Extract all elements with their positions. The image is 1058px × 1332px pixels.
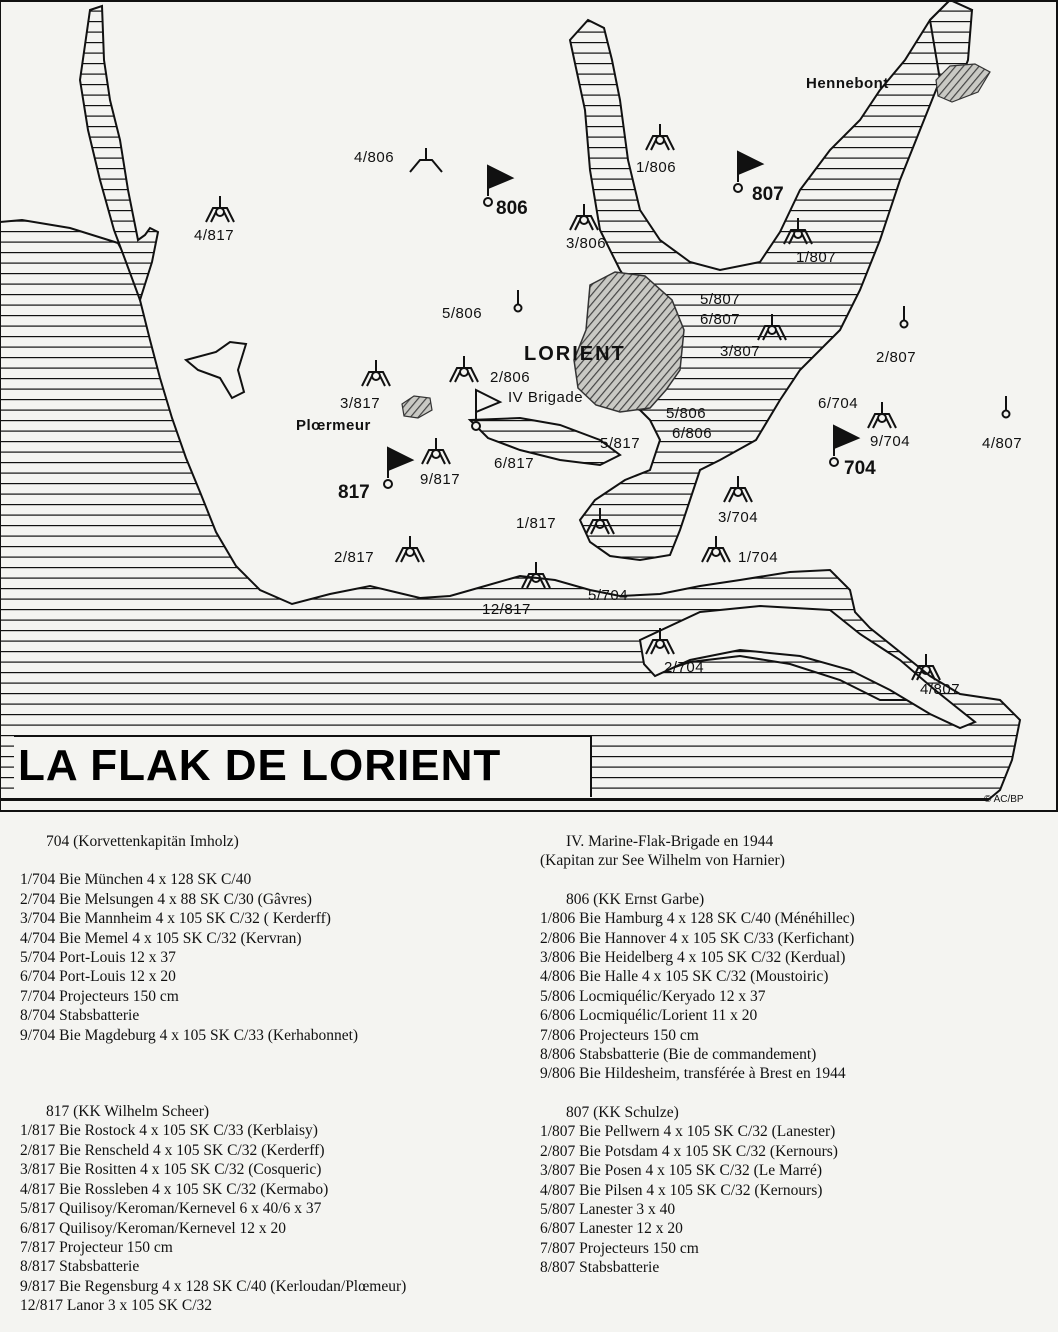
battery-label: 5/817 [600,435,641,452]
legend-entry: 8/806 Stabsbatterie (Bie de commandement) [540,1046,817,1064]
copyright-label: © AC/BP [984,794,1024,805]
legend-entry: 6/704 Port-Louis 12 x 20 [20,968,176,986]
battery-label: 3/817 [340,395,381,412]
little-sea-inlet [470,418,620,465]
regiment-flag-817-icon [384,448,412,488]
legend-entry: 1/806 Bie Hamburg 4 x 128 SK C/40 (Ménéhillec) [540,910,855,928]
islet [186,342,246,398]
legend-entry: 6/806 Locmiquélic/Lorient 11 x 20 [540,1007,758,1025]
legend-entry: 3/704 Bie Mannheim 4 x 105 SK C/32 ( Kerderff) [20,910,331,928]
ploemeur-town-area [402,396,432,418]
legend-entry: 5/806 Locmiquélic/Keryado 12 x 37 [540,987,766,1005]
legend-left-column [20,832,406,1316]
legend-spacer [540,871,855,890]
battery-label: 6/704 [818,395,859,412]
legend-entry: 5/817 Quilisoy/Keroman/Kernevel 6 x 40/6 x 37 [20,1200,322,1218]
flag-label-817: 817 [338,482,370,503]
legend-entry: 6/807 Lanester 12 x 20 [540,1220,683,1238]
flag-label-704: 704 [844,458,876,479]
battery-label: 3/806 [566,235,607,252]
battery-1-704-icon [702,536,730,562]
legend-group-header: 806 (KK Ernst Garbe) [566,890,705,908]
battery-label: 9/704 [870,433,911,450]
legend-entry: 7/807 Projecteurs 150 cm [540,1239,699,1257]
legend-spacer [20,1083,406,1102]
map-title: LA FLAK DE LORIENT [18,741,502,790]
legend-spacer [540,1084,855,1103]
battery-label: 6/806 [672,425,713,442]
battery-label: 4/807 [920,681,961,698]
battery-label: 6/807 [700,311,741,328]
legend-entry: 6/817 Quilisoy/Keroman/Kernevel 12 x 20 [20,1219,287,1237]
legend-entry: 5/704 Port-Louis 12 x 37 [20,949,176,967]
battery-label: 1/807 [796,249,837,266]
legend-entry: 2/704 Bie Melsungen 4 x 88 SK C/30 (Gâvres) [20,890,312,908]
legend-right-column [540,832,855,1278]
legend-entry: 9/806 Bie Hildesheim, transférée à Brest en 1944 [540,1065,846,1083]
legend-entry: 3/807 Bie Posen 4 x 105 SK C/32 (Le Marré) [540,1162,822,1180]
battery-3-817-icon [362,360,390,386]
legend-spacer [20,1064,406,1083]
battery-9-817-icon [422,438,450,464]
battery-label: 5/806 [442,305,483,322]
legend-group-header: 704 (Korvettenkapitän Imholz) [46,833,239,850]
legend-entry: 4/806 Bie Halle 4 x 105 SK C/32 (Moustoiric) [540,968,829,986]
battery-4-807-east-icon [1003,396,1010,418]
battery-3-806-icon [570,204,598,230]
battery-2-817-icon [396,536,424,562]
brigade-label: IV Brigade [508,389,584,406]
battery-label: 9/817 [420,471,461,488]
lorient-label: LORIENT [524,343,626,365]
battery-2-807-icon [901,306,908,328]
legend-group-header: IV. Marine-Flak-Brigade en 1944 [566,833,774,850]
battery-label: 4/817 [194,227,235,244]
legend-entry: 12/817 Lanor 3 x 105 SK C/32 [20,1297,213,1315]
legend-entry: 9/817 Bie Regensburg 4 x 128 SK C/40 (Kerloudan/Plœmeur) [20,1277,407,1295]
battery-9-704-icon [868,402,896,428]
battery-label: 2/807 [876,349,917,366]
ploemeur-label: Plœrmeur [296,417,371,434]
battery-label: 1/806 [636,159,677,176]
battery-label: 3/704 [718,509,759,526]
legend-entry: 1/807 Bie Pellwern 4 x 105 SK C/32 (Lanester) [540,1123,836,1141]
legend-entry: 4/704 Bie Memel 4 x 105 SK C/32 (Kervran) [20,929,302,947]
battery-5-806-icon [515,290,522,312]
battery-label: 1/704 [738,549,779,566]
battery-label: 3/807 [720,343,761,360]
legend-entry: 8/704 Stabsbatterie [20,1007,140,1025]
legend-entry: 3/806 Bie Heidelberg 4 x 105 SK C/32 (Kerdual) [540,949,846,967]
flag-label-806: 806 [496,198,528,219]
battery-1-806-icon [646,124,674,150]
battery-label: 5/807 [700,291,741,308]
battery-label: 1/817 [516,515,557,532]
legend-group-header: 817 (KK Wilhelm Scheer) [46,1103,210,1121]
battery-label: 5/704 [588,587,629,604]
legend-entry: 1/817 Bie Rostock 4 x 105 SK C/33 (Kerblaisy) [20,1122,318,1140]
legend-entry: 8/807 Stabsbatterie [540,1259,660,1277]
legend-entry: 2/817 Bie Renscheld 4 x 105 SK C/32 (Kerderff) [20,1141,325,1159]
battery-label: 5/806 [666,405,707,422]
legend-entry: 4/817 Bie Rossleben 4 x 105 SK C/32 (Kermabo) [20,1180,329,1198]
legend-entry: 1/704 Bie München 4 x 128 SK C/40 [20,871,252,889]
battery-label: 4/806 [354,149,395,166]
legend-entry: 5/807 Lanester 3 x 40 [540,1200,676,1218]
battery-label: 2/817 [334,549,375,566]
battery-3-704-icon [724,476,752,502]
battery-legend [0,820,1058,1330]
legend-entry: 7/806 Projecteurs 150 cm [540,1026,699,1044]
legend-entry: 4/807 Bie Pilsen 4 x 105 SK C/32 (Kernours) [540,1181,823,1199]
hennebont-label: Hennebont [806,75,889,92]
legend-entry: (Kapitan zur See Wilhelm von Harnier) [540,852,785,870]
battery-4-806-icon [410,148,442,172]
legend-spacer [20,1045,406,1064]
legend-group-header: 807 (KK Schulze) [566,1103,679,1121]
legend-entry: 3/817 Bie Rositten 4 x 105 SK C/32 (Cosqueric) [20,1161,322,1179]
legend-entry: 2/806 Bie Hannover 4 x 105 SK C/33 (Kerfichant) [540,929,855,947]
battery-label: 4/807 [982,435,1023,452]
battery-label: 2/806 [490,369,531,386]
battery-label: 2/704 [664,659,705,676]
flag-label-807: 807 [752,184,784,205]
legend-entry: 7/817 Projecteur 150 cm [20,1238,173,1256]
battery-label: 6/817 [494,455,535,472]
legend-entry: 7/704 Projecteurs 150 cm [20,987,179,1005]
battery-4-817-icon [206,196,234,222]
battery-2-806-icon [450,356,478,382]
map-title-box [14,735,592,797]
legend-entry: 9/704 Bie Magdeburg 4 x 105 SK C/33 (Kerhabonnet) [20,1026,359,1044]
legend-entry: 2/807 Bie Potsdam 4 x 105 SK C/32 (Kernours) [540,1142,838,1160]
battery-label: 12/817 [482,601,531,618]
legend-entry: 8/817 Stabsbatterie [20,1258,140,1276]
legend-spacer [20,851,406,870]
